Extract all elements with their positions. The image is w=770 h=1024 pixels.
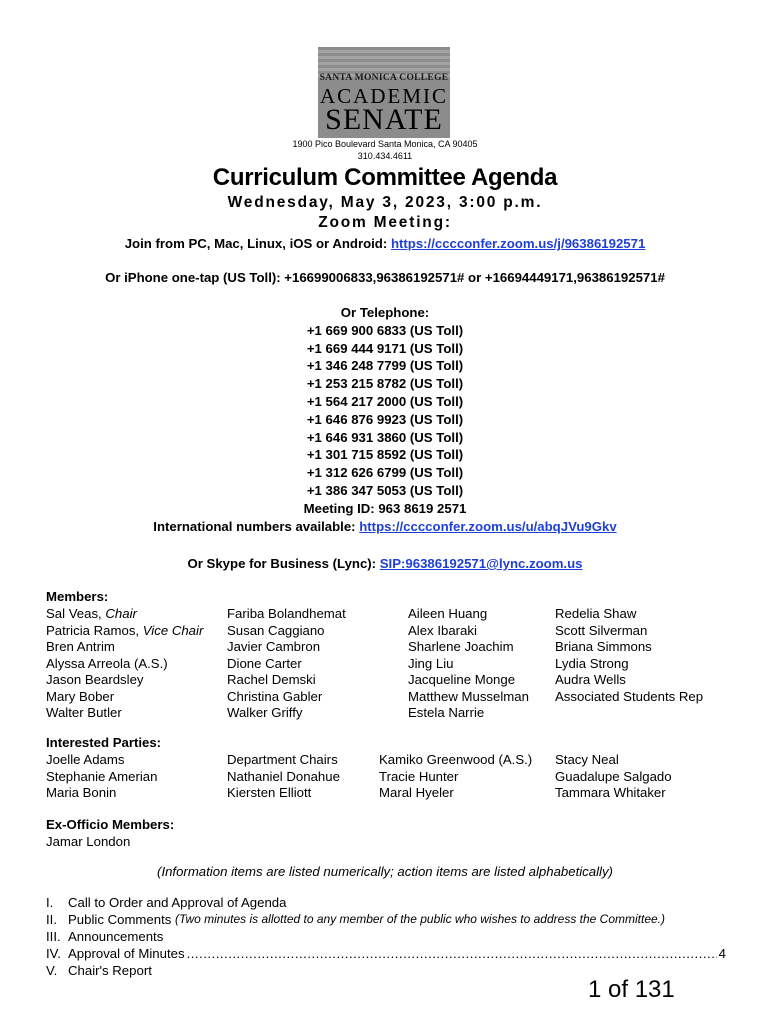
member-name: Sharlene Joachim [408, 639, 514, 654]
phone-number: +1 346 248 7799 (US Toll) [306, 358, 464, 374]
member-name: Walter Butler [46, 705, 122, 720]
agenda-item-note: (Two minutes is allotted to any member of the public who wishes to address the Committee.) [175, 912, 666, 926]
join-link[interactable]: https://cccconfer.zoom.us/j/96386192571 [390, 236, 646, 251]
member-name: Jason Beardsley [46, 672, 144, 687]
member-name: Aileen Huang [408, 606, 488, 621]
exofficio-col [46, 834, 130, 851]
member-name: Mary Bober [46, 688, 115, 704]
member-name: Dione Carter [227, 655, 302, 671]
interested-name: Maria Bonin [46, 785, 117, 800]
join-line [0, 236, 770, 251]
agenda-item-number: V. [46, 963, 58, 978]
address-street: 1900 Pico Boulevard Santa Monica, CA 90405 [292, 139, 478, 149]
phone-number: +1 564 217 2000 (US Toll) [306, 393, 464, 409]
member-name: Walker Griffy [227, 705, 303, 720]
interested-name: Tracie Hunter [379, 768, 459, 784]
member-name: Associated Students Rep [555, 688, 704, 704]
members-col-3 [408, 606, 529, 722]
agenda-item-text: Public Comments [68, 912, 172, 927]
member-name: Matthew Musselman [408, 688, 529, 704]
phone-number: +1 301 715 8592 (US Toll) [306, 447, 464, 463]
member-name: Susan Caggiano [227, 622, 325, 638]
agenda-item-text: Announcements [68, 929, 164, 944]
meeting-type: Zoom Meeting: [318, 214, 452, 231]
interested-col-3 [379, 752, 532, 802]
meeting-id: Meeting ID: 963 8619 2571 [303, 500, 467, 516]
interested-name: Tammara Whitaker [555, 785, 666, 800]
member-name: Rachel Demski [227, 672, 316, 687]
phone-number: +1 669 900 6833 (US Toll) [306, 322, 464, 338]
exofficio-heading: Ex-Officio Members: [46, 817, 175, 832]
interested-name: Stephanie Amerian [46, 768, 158, 784]
phone-number: +1 386 347 5053 (US Toll) [306, 482, 464, 498]
member-name: Jacqueline Monge [408, 672, 516, 687]
agenda-item [46, 894, 726, 911]
items-note: (Information items are listed numerically; action items are listed alphabetically) [157, 864, 613, 879]
international-label: International numbers available: [153, 518, 356, 534]
interested-col-1 [46, 752, 157, 802]
meeting-date: Wednesday, May 3, 2023, 3:00 p.m. [227, 194, 543, 211]
interested-name: Joelle Adams [46, 752, 125, 767]
agenda-item-page: 4 [718, 946, 726, 961]
members-col-1 [46, 606, 203, 722]
interested-name: Nathaniel Donahue [227, 768, 340, 784]
interested-name: Guadalupe Salgado [555, 768, 672, 784]
skype-link[interactable]: SIP:96386192571@lync.zoom.us [379, 556, 583, 571]
interested-name: Kiersten Elliott [227, 785, 312, 800]
member-name: Alyssa Arreola (A.S.) [46, 655, 168, 671]
members-col-2 [227, 606, 346, 722]
logo-academic: ACADEMIC [319, 84, 448, 108]
interested-name: Department Chairs [227, 752, 338, 767]
agenda-item-text: Approval of Minutes [68, 946, 185, 961]
interested-name: Stacy Neal [555, 752, 619, 767]
page-title: Curriculum Committee Agenda [212, 164, 558, 191]
telephone-label: Or Telephone: [340, 305, 430, 320]
page-number: 1 of 131 [588, 976, 675, 1003]
member-name: Estela Narrie [408, 705, 485, 720]
agenda-item-number: I. [46, 895, 54, 910]
phone-number: +1 253 215 8782 (US Toll) [306, 376, 464, 392]
member-name: Fariba Bolandhemat [227, 606, 346, 621]
phone-number: +1 312 626 6799 (US Toll) [306, 465, 464, 481]
member-name: Redelia Shaw [555, 606, 637, 621]
skype-label: Or Skype for Business (Lync): [187, 556, 377, 571]
interested-heading: Interested Parties: [46, 735, 162, 750]
logo-senate: SENATE [325, 103, 443, 136]
agenda-item [46, 928, 726, 945]
member-name: Lydia Strong [555, 655, 629, 671]
member-name: Patricia Ramos, Vice Chair [46, 622, 204, 638]
agenda-item-number: III. [46, 929, 61, 944]
interested-col-4 [555, 752, 672, 802]
member-name: Bren Antrim [46, 639, 115, 654]
skype-line [0, 556, 770, 571]
international-line [0, 518, 770, 536]
member-name: Scott Silverman [555, 622, 648, 638]
phone-number: +1 646 931 3860 (US Toll) [306, 429, 464, 445]
member-name: Alex Ibaraki [408, 622, 477, 638]
exofficio-name: Jamar London [46, 834, 131, 849]
agenda-item-text: Call to Order and Approval of Agenda [68, 895, 287, 910]
iphone-line: Or iPhone one-tap (US Toll): +16699006833,96386192571# or +16694449171,96386192571# [105, 270, 665, 285]
member-name: Jing Liu [408, 655, 454, 671]
members-col-4 [555, 606, 703, 705]
address-phone: 310.434.4611 [357, 151, 413, 161]
member-name: Christina Gabler [227, 688, 323, 704]
toc-leader-dots [187, 945, 717, 962]
telephone-block [0, 304, 770, 535]
join-label: Join from PC, Mac, Linux, iOS or Android: [124, 236, 388, 251]
academic-senate-logo [318, 47, 450, 138]
phone-number: +1 669 444 9171 (US Toll) [306, 340, 464, 356]
agenda-item-number: IV. [46, 946, 61, 961]
interested-name: Maral Hyeler [379, 785, 454, 800]
members-heading: Members: [46, 589, 109, 604]
interested-name: Kamiko Greenwood (A.S.) [379, 752, 533, 767]
logo-college-name: SANTA MONICA COLLEGE [319, 73, 449, 83]
member-name: Javier Cambron [227, 639, 321, 654]
member-name: Briana Simmons [555, 639, 652, 654]
agenda-list [46, 894, 726, 979]
member-name: Audra Wells [555, 672, 626, 687]
interested-col-2 [227, 752, 340, 802]
agenda-item-number: II. [46, 912, 57, 927]
agenda-item[interactable] [46, 945, 726, 962]
agenda-item [46, 911, 726, 928]
member-name: Sal Veas, Chair [46, 606, 137, 621]
phone-number: +1 646 876 9923 (US Toll) [306, 411, 464, 427]
agenda-item-text: Chair's Report [68, 963, 152, 978]
international-link[interactable]: https://cccconfer.zoom.us/u/abqJVu9Gkv [359, 518, 617, 534]
